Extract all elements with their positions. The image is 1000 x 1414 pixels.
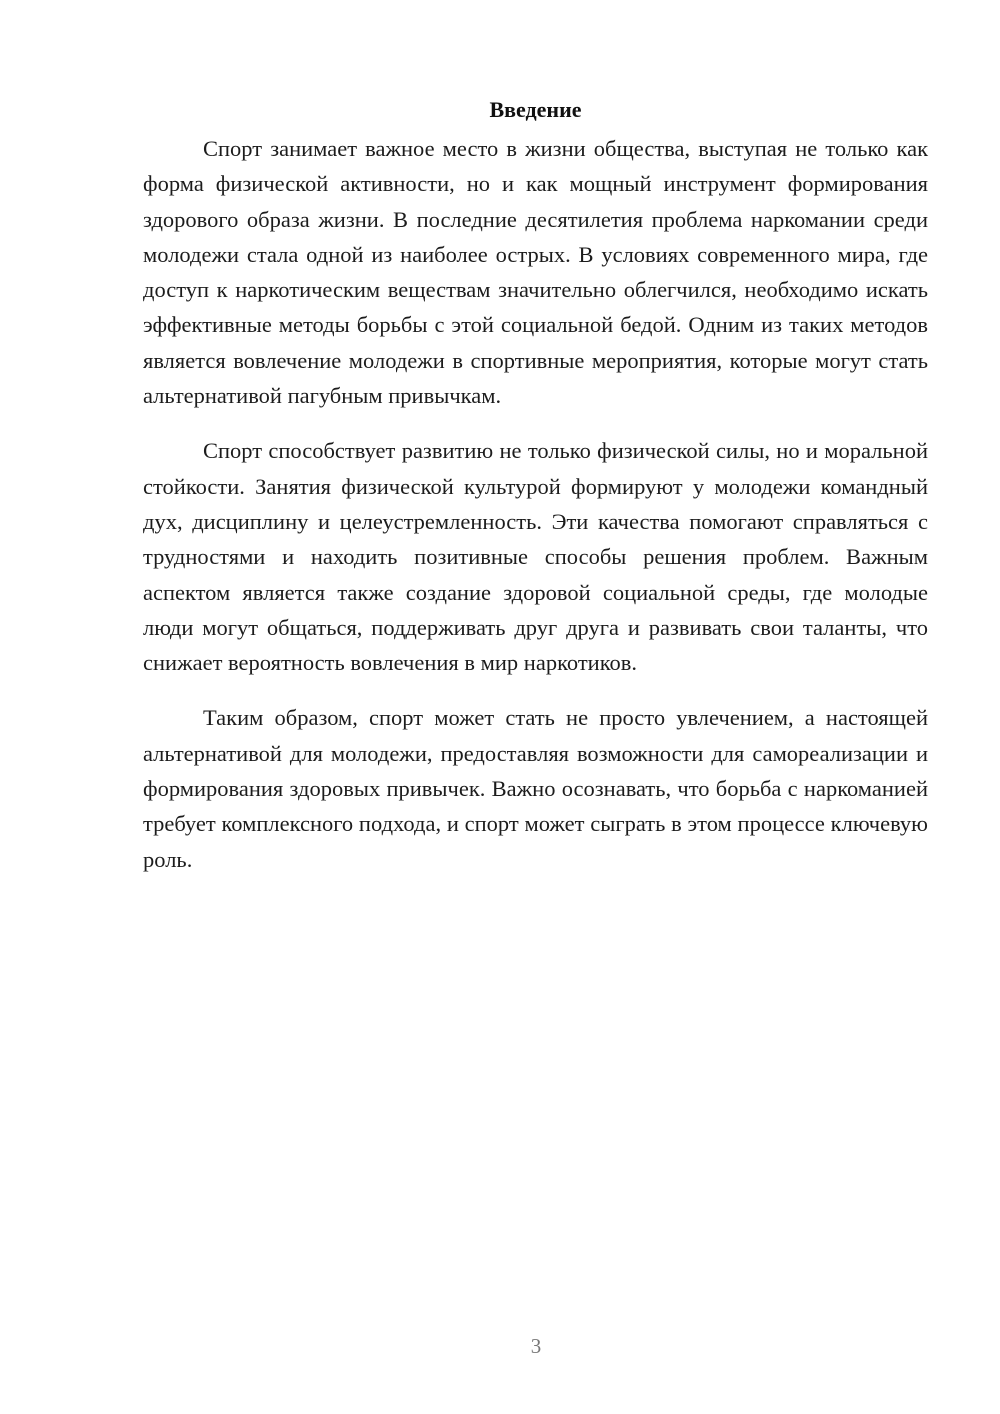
paragraph-1: Спорт занимает важное место в жизни общества, выступая не только как форма физической активности, но и как мощный инструмент формирования здорового образа жизни. В последние десятилетия проблема наркомании среди молодежи стала одной из наиболее острых. В условиях современного мира, где доступ к наркотическим веществам значительно облегчился, необходимо искать эффективные методы борьбы с этой социальной бедой. Одним из таких методов является вовлечение молодежи в спортивные мероприятия, которые могут стать альтернативой пагубным привычкам. [143,136,928,409]
section-heading: Введение [489,97,582,122]
paragraph-2: Спорт способствует развитию не только физической силы, но и моральной стойкости. Занятия физической культурой формируют у молодежи командный дух, дисциплину и целеустремленность. Эти качества помогают справляться с трудностями и находить позитивные способы решения проблем. Важным аспектом является также создание здоровой социальной среды, где молодые люди могут общаться, поддерживать друг друга и развивать свои таланты, что снижает вероятность вовлечения в мир наркотиков. [143,438,928,676]
page-number: 3 [530,1334,542,1358]
page-content [143,95,928,897]
paragraph-3: Таким образом, спорт может стать не просто увлечением, а настоящей альтернативой для молодежи, предоставляя возможности для самореализации и формирования здоровых привычек. Важно осознавать, что борьба с наркоманией требует комплексного подхода, и спорт может сыграть в этом процессе ключевую роль. [143,705,928,872]
